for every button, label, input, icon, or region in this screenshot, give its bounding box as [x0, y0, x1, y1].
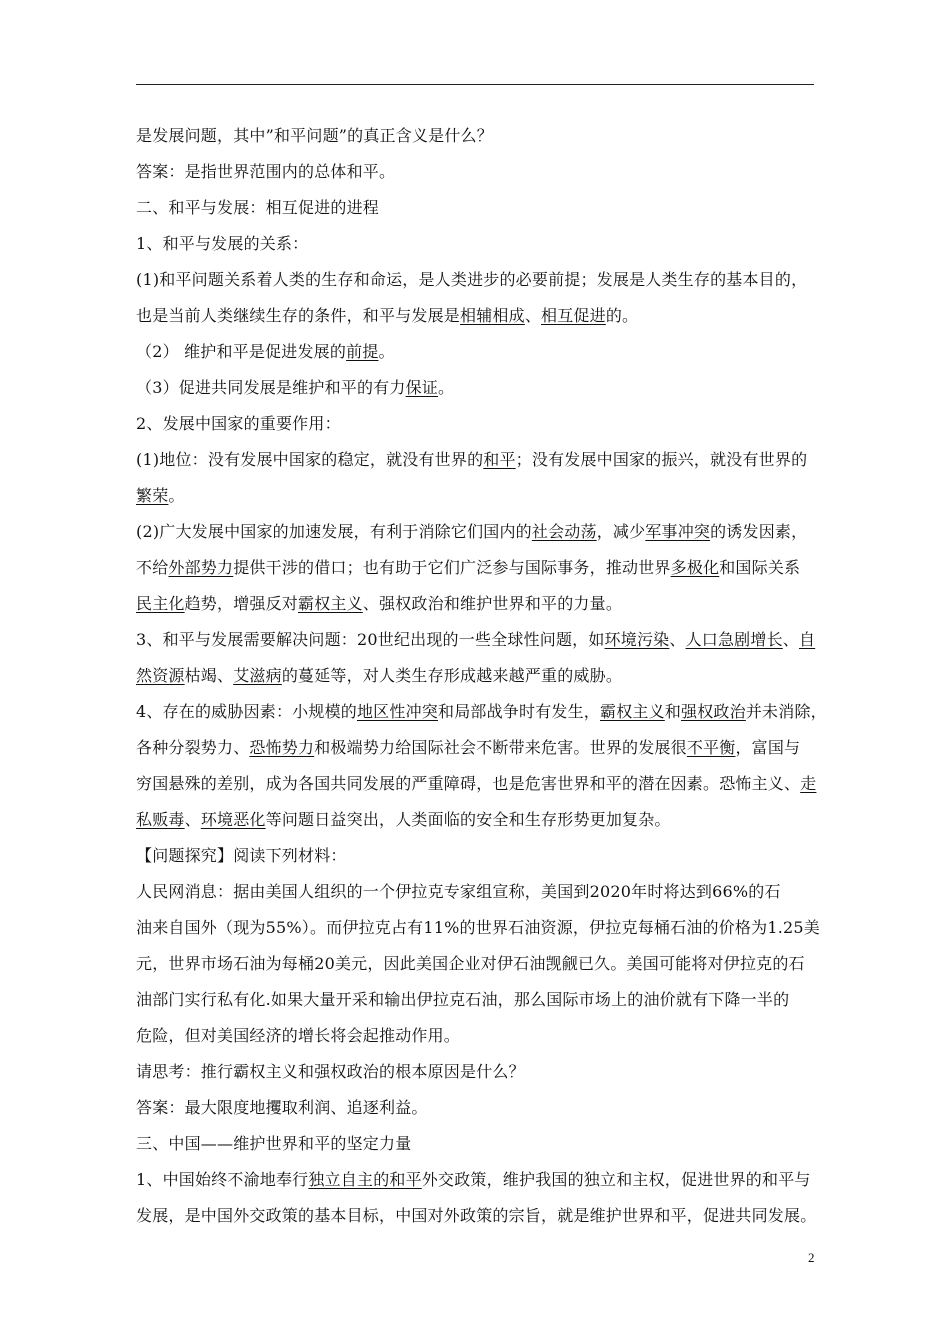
text-line: [136, 298, 816, 334]
text-segment: 趋势，增强反对: [184, 594, 299, 613]
text-segment: 枯竭、: [184, 666, 234, 685]
text-segment: 人民网消息：据由美国人组织的一个伊拉克专家组宣称，美国到2020年时将达到66%的石: [136, 882, 781, 901]
text-segment: (1)地位：没有发展中国家的稳定，就没有世界的: [136, 450, 484, 469]
text-line: [136, 910, 820, 946]
text-segment: 油来自国外（现为55%）。而伊拉克占有11%的世界石油资源，伊拉克每桶石油的价格为1.25美: [136, 918, 820, 937]
text-line: [136, 1018, 816, 1054]
text-line: [136, 262, 816, 298]
header-rule: [136, 84, 814, 85]
text-segment: （3）促进共同发展是维护和平的有力: [136, 378, 406, 397]
text-segment: 外交政策，维护我国的独立和主权，促进世界的和平与: [421, 1170, 811, 1189]
text-segment: 等问题日益突出，人类面临的安全和生存形势更加复杂。: [265, 810, 671, 829]
underlined-term: 霸权主义: [600, 702, 665, 721]
text-line: [136, 1198, 816, 1234]
text-segment: (2)广大发展中国家的加速发展，有利于消除它们国内的: [136, 522, 532, 541]
text-segment: 答案：是指世界范围内的总体和平。: [136, 162, 396, 181]
text-segment: 、强权政治和维护世界和平的力量。: [362, 594, 623, 613]
text-line: [136, 586, 816, 622]
text-line: [136, 694, 827, 730]
text-segment: 、: [782, 630, 799, 649]
text-line: [136, 118, 816, 154]
underlined-term: 相互促进: [541, 306, 606, 325]
underlined-term: 和平: [483, 450, 516, 469]
text-segment: 也是当前人类继续生存的条件，和平与发展是: [136, 306, 461, 325]
text-segment: (1)和平问题关系着人类的生存和命运，是人类进步的必要前提；发展是人类生存的基本目的，: [136, 270, 808, 289]
text-segment: 和国际关系: [719, 558, 801, 577]
text-segment: 穷国悬殊的差别，成为各国共同发展的严重障碍，也是危害世界和平的潜在因素。恐怖主义、: [136, 774, 801, 793]
text-segment: 2、发展中国家的重要作用：: [136, 414, 341, 433]
text-line: [136, 622, 816, 658]
text-line: [136, 658, 816, 694]
underlined-term: 环境恶化: [200, 810, 266, 829]
underlined-term: 艾滋病: [233, 666, 282, 685]
underlined-term: 保证: [405, 378, 438, 397]
text-segment: 和局部战争时有发生，: [438, 702, 601, 721]
text-segment: 、: [184, 810, 201, 829]
text-segment: ；没有发展中国家的振兴，就没有世界的: [515, 450, 808, 469]
text-segment: 【问题探究】阅读下列材料：: [136, 846, 347, 865]
underlined-term: 军事冲突: [645, 522, 711, 541]
text-segment: 1、中国始终不渝地奉行: [136, 1170, 309, 1189]
page-number: 2: [808, 1250, 815, 1265]
text-segment: 油部门实行私有化.如果大量开采和输出伊拉克石油，那么国际市场上的油价就有下降一半的: [136, 990, 790, 1009]
text-segment: 危险，但对美国经济的增长将会起推动作用。: [136, 1026, 461, 1045]
underlined-term: 繁荣: [136, 486, 169, 505]
underlined-term: 独立自主的和平: [308, 1170, 422, 1189]
text-line: [136, 1126, 816, 1162]
underlined-term: 相辅相成: [460, 306, 525, 325]
text-line: [136, 946, 816, 982]
text-line: [136, 766, 816, 802]
text-segment: 各种分裂势力、: [136, 738, 250, 757]
text-segment: 、: [524, 306, 542, 325]
text-segment: 的。: [605, 306, 639, 325]
text-segment: 提供干涉的借口；也有助于它们广泛参与国际事务，推动世界: [233, 558, 671, 577]
underlined-term: 自: [798, 630, 816, 649]
text-line: [136, 406, 816, 442]
underlined-term: 人口急剧增长: [685, 630, 783, 649]
text-line: [136, 550, 816, 586]
text-segment: 。: [378, 342, 395, 361]
text-segment: 和: [664, 702, 682, 721]
text-line: [136, 190, 816, 226]
text-line: [136, 1162, 816, 1198]
underlined-term: 环境污染: [604, 630, 670, 649]
text-segment: 不给: [136, 558, 169, 577]
text-segment: 三、中国——维护世界和平的坚定力量: [136, 1134, 412, 1153]
text-segment: 和极端势力给国际社会不断带来危害。世界的发展很: [314, 738, 687, 757]
underlined-term: 走: [800, 774, 817, 793]
underlined-term: 强权政治: [681, 702, 746, 721]
text-segment: （2） 维护和平是促进发展的: [136, 342, 347, 361]
text-segment: ，减少: [596, 522, 646, 541]
text-segment: 3、和平与发展需要解决问题：20世纪出现的一些全球性问题，如: [136, 630, 605, 649]
underlined-term: 私贩毒: [136, 810, 185, 829]
text-segment: 二、和平与发展：相互促进的进程: [136, 198, 380, 217]
text-segment: ，富国与: [735, 738, 801, 757]
text-segment: 是发展问题，其中”和平问题”的真正含义是什么？: [136, 126, 493, 145]
text-line: [136, 982, 816, 1018]
document-body: [136, 118, 827, 1234]
text-segment: 元，世界市场石油为每桶20美元，因此美国企业对伊石油觊觎已久。美国可能将对伊拉克的石: [136, 954, 805, 973]
underlined-term: 不平衡: [686, 738, 736, 757]
text-segment: 、: [669, 630, 686, 649]
underlined-term: 社会动荡: [531, 522, 597, 541]
text-line: [136, 370, 816, 406]
text-segment: 1、和平与发展的关系：: [136, 234, 309, 253]
text-line: [136, 874, 816, 910]
underlined-term: 霸权主义: [298, 594, 363, 613]
text-line: [136, 334, 816, 370]
text-line: [136, 154, 816, 190]
text-segment: 4、存在的威胁因素：小规模的: [136, 702, 357, 721]
underlined-term: 然资源: [136, 666, 185, 685]
underlined-term: 外部势力: [168, 558, 234, 577]
text-line: [136, 478, 816, 514]
text-line: [136, 802, 816, 838]
text-line: [136, 1090, 816, 1126]
text-segment: 发展，是中国外交政策的基本目标，中国对外政策的宗旨，就是维护世界和平，促进共同发展。: [136, 1206, 817, 1225]
text-segment: 答案：最大限度地攫取利润、追逐利益。: [136, 1098, 428, 1117]
text-line: [136, 730, 816, 766]
underlined-term: 恐怖势力: [249, 738, 315, 757]
text-line: [136, 1054, 816, 1090]
text-segment: 并未消除，: [745, 702, 827, 721]
text-segment: 。: [438, 378, 455, 397]
text-segment: 请思考：推行霸权主义和强权政治的根本原因是什么？: [136, 1062, 525, 1081]
text-line: [136, 442, 816, 478]
text-segment: 。: [168, 486, 185, 505]
underlined-term: 前提: [346, 342, 379, 361]
underlined-term: 地区性冲突: [356, 702, 438, 721]
text-line: [136, 514, 816, 550]
text-line: [136, 226, 816, 262]
text-segment: 的蔓延等，对人类生存形成越来越严重的威胁。: [281, 666, 623, 685]
text-segment: 的诱发因素，: [710, 522, 808, 541]
underlined-term: 民主化: [136, 594, 185, 613]
underlined-term: 多极化: [670, 558, 720, 577]
text-line: [136, 838, 816, 874]
